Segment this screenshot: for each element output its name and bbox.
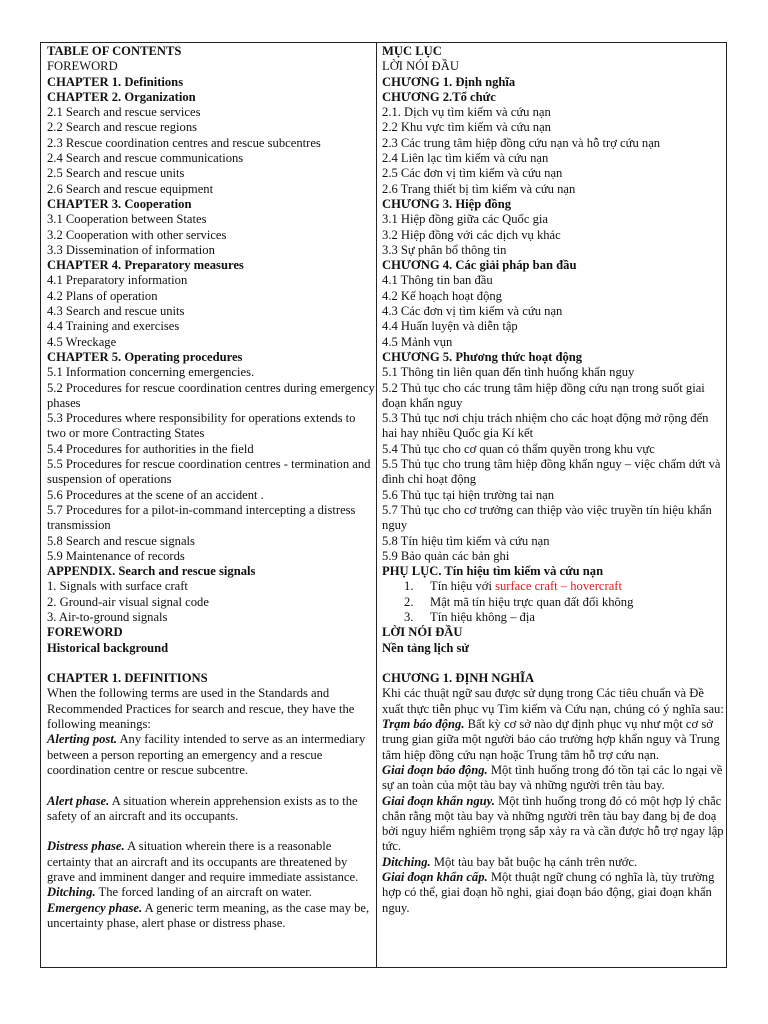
toc-chapter-1: CHƯƠNG 1. Định nghĩa <box>382 74 516 89</box>
toc-title: TABLE OF CONTENTS <box>47 44 182 58</box>
toc-item: 5.4 Procedures for authorities in the field <box>47 441 254 456</box>
toc-item: 5.6 Thủ tục tại hiện trường tai nạn <box>382 487 555 502</box>
toc-item: 2.3 Rescue coordination centres and rescue subcentres <box>47 135 321 150</box>
toc-item: 2. Ground-air visual signal code <box>47 594 209 609</box>
toc-item: 4.2 Plans of operation <box>47 288 158 303</box>
definition-term: Giai đoạn khẩn cấp. <box>382 870 488 885</box>
definition-entry <box>47 839 376 885</box>
toc-item: 2.5 Search and rescue units <box>47 166 185 181</box>
definition-text: Một tình huống trong đó có một hợp lý chắc chắn rằng một tàu bay và những người trên tàu bay đang bị đe doạ bởi nguy hiểm nghiêm trọng sắp xảy ra và cần được hỗ trợ ngay lập tức. <box>382 793 724 854</box>
item-text: Mật mã tín hiệu trực quan đất đối không <box>430 594 634 609</box>
toc-foreword: FOREWORD <box>47 59 118 74</box>
toc-title: MỤC LỤC <box>382 44 442 58</box>
toc-appendix: PHỤ LỤC. Tín hiệu tìm kiếm và cứu nạn <box>382 564 604 579</box>
toc-item: 5.9 Maintenance of records <box>47 548 185 563</box>
toc-item: 3.1 Hiệp đồng giữa các Quốc gia <box>382 212 548 227</box>
item-text: Tín hiệu không – địa <box>430 609 535 624</box>
toc-item: 3.3 Sự phân bổ thông tin <box>382 242 507 257</box>
toc-item: 3.1 Cooperation between States <box>47 212 207 227</box>
toc-item: 5.7 Thủ tục cho cơ trưởng can thiệp vào việc truyền tín hiệu khẩn nguy <box>382 502 712 533</box>
definition-term: Emergency phase. <box>47 900 143 915</box>
toc-item: 2.3 Các trung tâm hiệp đồng cứu nạn và hỗ trợ cứu nạn <box>382 135 661 150</box>
definition-entry <box>382 717 726 763</box>
toc-item: 3.3 Dissemination of information <box>47 242 215 257</box>
toc-item: 2.6 Search and rescue equipment <box>47 181 214 196</box>
definition-text: A generic term meaning, as the case may be, uncertainty phase, alert phase or distress phase. <box>47 900 370 930</box>
definition-term: Ditching. <box>47 885 96 900</box>
toc-item: 1. Signals with surface craft <box>47 579 188 594</box>
historical-background-heading: Historical background <box>47 640 169 655</box>
toc-item: 3.2 Hiệp đồng với các dịch vụ khác <box>382 227 561 242</box>
definition-entry <box>382 763 726 794</box>
toc-item: 4.2 Kế hoạch hoạt động <box>382 288 502 303</box>
toc-chapter-4: CHAPTER 4. Preparatory measures <box>47 258 244 273</box>
toc-item: 2.4 Liên lạc tìm kiếm và cứu nạn <box>382 151 549 166</box>
item-number: 1. <box>404 579 414 594</box>
definition-entry <box>382 870 726 916</box>
toc-item: 2.1. Dịch vụ tìm kiếm và cứu nạn <box>382 105 551 120</box>
toc-numbered-item <box>404 579 726 594</box>
toc-item: 5.1 Information concerning emergencies. <box>47 365 255 380</box>
toc-numbered-item <box>404 595 726 610</box>
toc-item: 5.6 Procedures at the scene of an accident . <box>47 487 264 502</box>
definitions-heading: CHAPTER 1. DEFINITIONS <box>47 671 208 686</box>
item-text: Tín hiệu với <box>430 579 496 594</box>
definition-text: A situation wherein apprehension exists as to the safety of an aircraft and its occupants. <box>47 793 358 823</box>
toc-item: 5.3 Thủ tục nơi chịu trách nhiệm cho các hoạt động mở rộng đến hai hay nhiều Quốc gia Kí kết <box>382 411 709 441</box>
toc-item: 5.5 Thủ tục cho trung tâm hiệp đồng khẩn nguy – việc chấm dứt và đình chỉ hoạt động <box>382 457 721 487</box>
definition-term: Ditching. <box>382 854 431 869</box>
historical-background-heading: Nền tảng lịch sử <box>382 640 469 655</box>
toc-chapter-2: CHƯƠNG 2.Tổ chức <box>382 89 496 104</box>
definition-text: Một tàu bay bắt buộc hạ cánh trên nước. <box>430 854 638 869</box>
toc-appendix: APPENDIX. Search and rescue signals <box>47 564 256 579</box>
definition-term: Alerting post. <box>47 732 117 747</box>
toc-item: 5.1 Thông tin liên quan đến tình huống khẩn nguy <box>382 365 635 380</box>
english-column <box>41 43 377 967</box>
definition-text: Một tình huống trong đó tồn tại các lo ngại về sự an toàn của một tàu bay và những người trên tàu bay. <box>382 762 723 793</box>
toc-item: 5.2 Procedures for rescue coordination centres during emergency phases <box>47 380 375 410</box>
toc-item: 4.1 Thông tin ban đầu <box>382 273 493 288</box>
definition-text: Bất kỳ cơ sở nào dự định phục vụ như một cơ sở trung gian giữa một người báo cáo trường hợp khẩn nguy và Trung tâm hiệp đồng cứu nạn hoặc Trung tâm hỗ trợ cứu nạn. <box>382 717 720 762</box>
definitions-heading: CHƯƠNG 1. ĐỊNH NGHĨA <box>382 671 535 686</box>
definition-text: A situation wherein there is a reasonable certainty that an aircraft and its occupants are threatened by grave and imminent danger and require immediate assistance. <box>47 839 359 885</box>
toc-numbered-item <box>404 610 726 625</box>
toc-item: 2.4 Search and rescue communications <box>47 151 244 166</box>
toc-chapter-5: CHAPTER 5. Operating procedures <box>47 349 243 364</box>
definition-entry <box>47 732 376 778</box>
definition-entry <box>382 794 726 855</box>
definition-entry <box>47 901 376 932</box>
toc-item: 2.2 Search and rescue regions <box>47 120 198 135</box>
toc-item: 3. Air-to-ground signals <box>47 609 168 624</box>
toc-item: 4.1 Preparatory information <box>47 273 188 288</box>
item-number: 3. <box>404 609 414 624</box>
definition-text: The forced landing of an aircraft on water. <box>95 885 312 900</box>
toc-item: 3.2 Cooperation with other services <box>47 227 227 242</box>
toc-item: 4.3 Các đơn vị tìm kiếm và cứu nạn <box>382 304 563 319</box>
toc-chapter-3: CHAPTER 3. Cooperation <box>47 196 192 211</box>
foreword-heading: FOREWORD <box>47 625 123 640</box>
toc-item: 4.5 Mảnh vụn <box>382 334 453 349</box>
definition-entry <box>47 794 376 825</box>
toc-chapter-4: CHƯƠNG 4. Các giải pháp ban đầu <box>382 258 577 273</box>
highlighted-text: surface craft – hovercraft <box>495 579 622 594</box>
toc-chapter-3: CHƯƠNG 3. Hiệp đồng <box>382 196 511 211</box>
definitions-intro: Khi các thuật ngữ sau được sử dụng trong Các tiêu chuẩn và Đề xuất thực tiễn phục vụ Tìm kiếm và Cứu nạn, chúng có ý nghĩa sau: <box>382 686 724 716</box>
toc-item: 5.4 Thủ tục cho cơ quan có thẩm quyền trong khu vực <box>382 441 655 456</box>
vietnamese-column <box>377 43 726 967</box>
definition-term: Giai đoạn khẩn nguy. <box>382 793 495 808</box>
foreword-heading: LỜI NÓI ĐẦU <box>382 625 463 640</box>
toc-chapter-2: CHAPTER 2. Organization <box>47 89 196 104</box>
toc-item: 5.8 Tín hiệu tìm kiếm và cứu nạn <box>382 533 550 548</box>
item-number: 2. <box>404 594 414 609</box>
toc-item: 4.5 Wreckage <box>47 334 117 349</box>
definition-entry <box>382 855 726 870</box>
definition-term: Giai đoạn báo động. <box>382 762 488 777</box>
toc-item: 5.7 Procedures for a pilot-in-command intercepting a distress transmission <box>47 502 356 533</box>
toc-chapter-5: CHƯƠNG 5. Phương thức hoạt động <box>382 349 583 364</box>
definition-text: Một thuật ngữ chung có nghĩa là, tùy trường hợp có thể, giai đoạn hồ nghi, giai đoạn báo động, giai đoạn khẩn nguy. <box>382 870 715 915</box>
definition-term: Trạm báo động. <box>382 717 465 732</box>
toc-foreword: LỜI NÓI ĐẦU <box>382 59 459 74</box>
definition-entry <box>47 885 376 900</box>
toc-item: 2.2 Khu vực tìm kiếm và cứu nạn <box>382 120 551 135</box>
toc-item: 2.6 Trang thiết bị tìm kiếm và cứu nạn <box>382 181 576 196</box>
toc-item: 5.8 Search and rescue signals <box>47 533 195 548</box>
toc-item: 2.1 Search and rescue services <box>47 105 201 120</box>
toc-chapter-1: CHAPTER 1. Definitions <box>47 74 184 89</box>
toc-item: 5.5 Procedures for rescue coordination centres - termination and suspension of operations <box>47 457 371 487</box>
bilingual-document-table <box>40 42 727 968</box>
toc-item: 5.3 Procedures where responsibility for operations extends to two or more Contracting States <box>47 411 356 441</box>
toc-item: 4.4 Huấn luyện và diễn tập <box>382 319 518 334</box>
definition-text: Any facility intended to serve as an intermediary between a person reporting an emergency and a rescue coordination centre or rescue subcentre. <box>47 732 366 777</box>
toc-item: 4.4 Training and exercises <box>47 319 180 334</box>
definitions-intro: When the following terms are used in the Standards and Recommended Practices for search and rescue, they have the following meanings: <box>47 686 355 732</box>
definition-term: Distress phase. <box>47 839 125 854</box>
definition-term: Alert phase. <box>47 793 110 808</box>
toc-item: 4.3 Search and rescue units <box>47 304 185 319</box>
toc-item: 5.2 Thủ tục cho các trung tâm hiệp đồng cứu nạn trong suốt giai đoạn khẩn nguy <box>382 380 705 410</box>
toc-item: 2.5 Các đơn vị tìm kiếm và cứu nạn <box>382 166 563 181</box>
toc-item: 5.9 Bảo quản các bản ghi <box>382 548 510 563</box>
